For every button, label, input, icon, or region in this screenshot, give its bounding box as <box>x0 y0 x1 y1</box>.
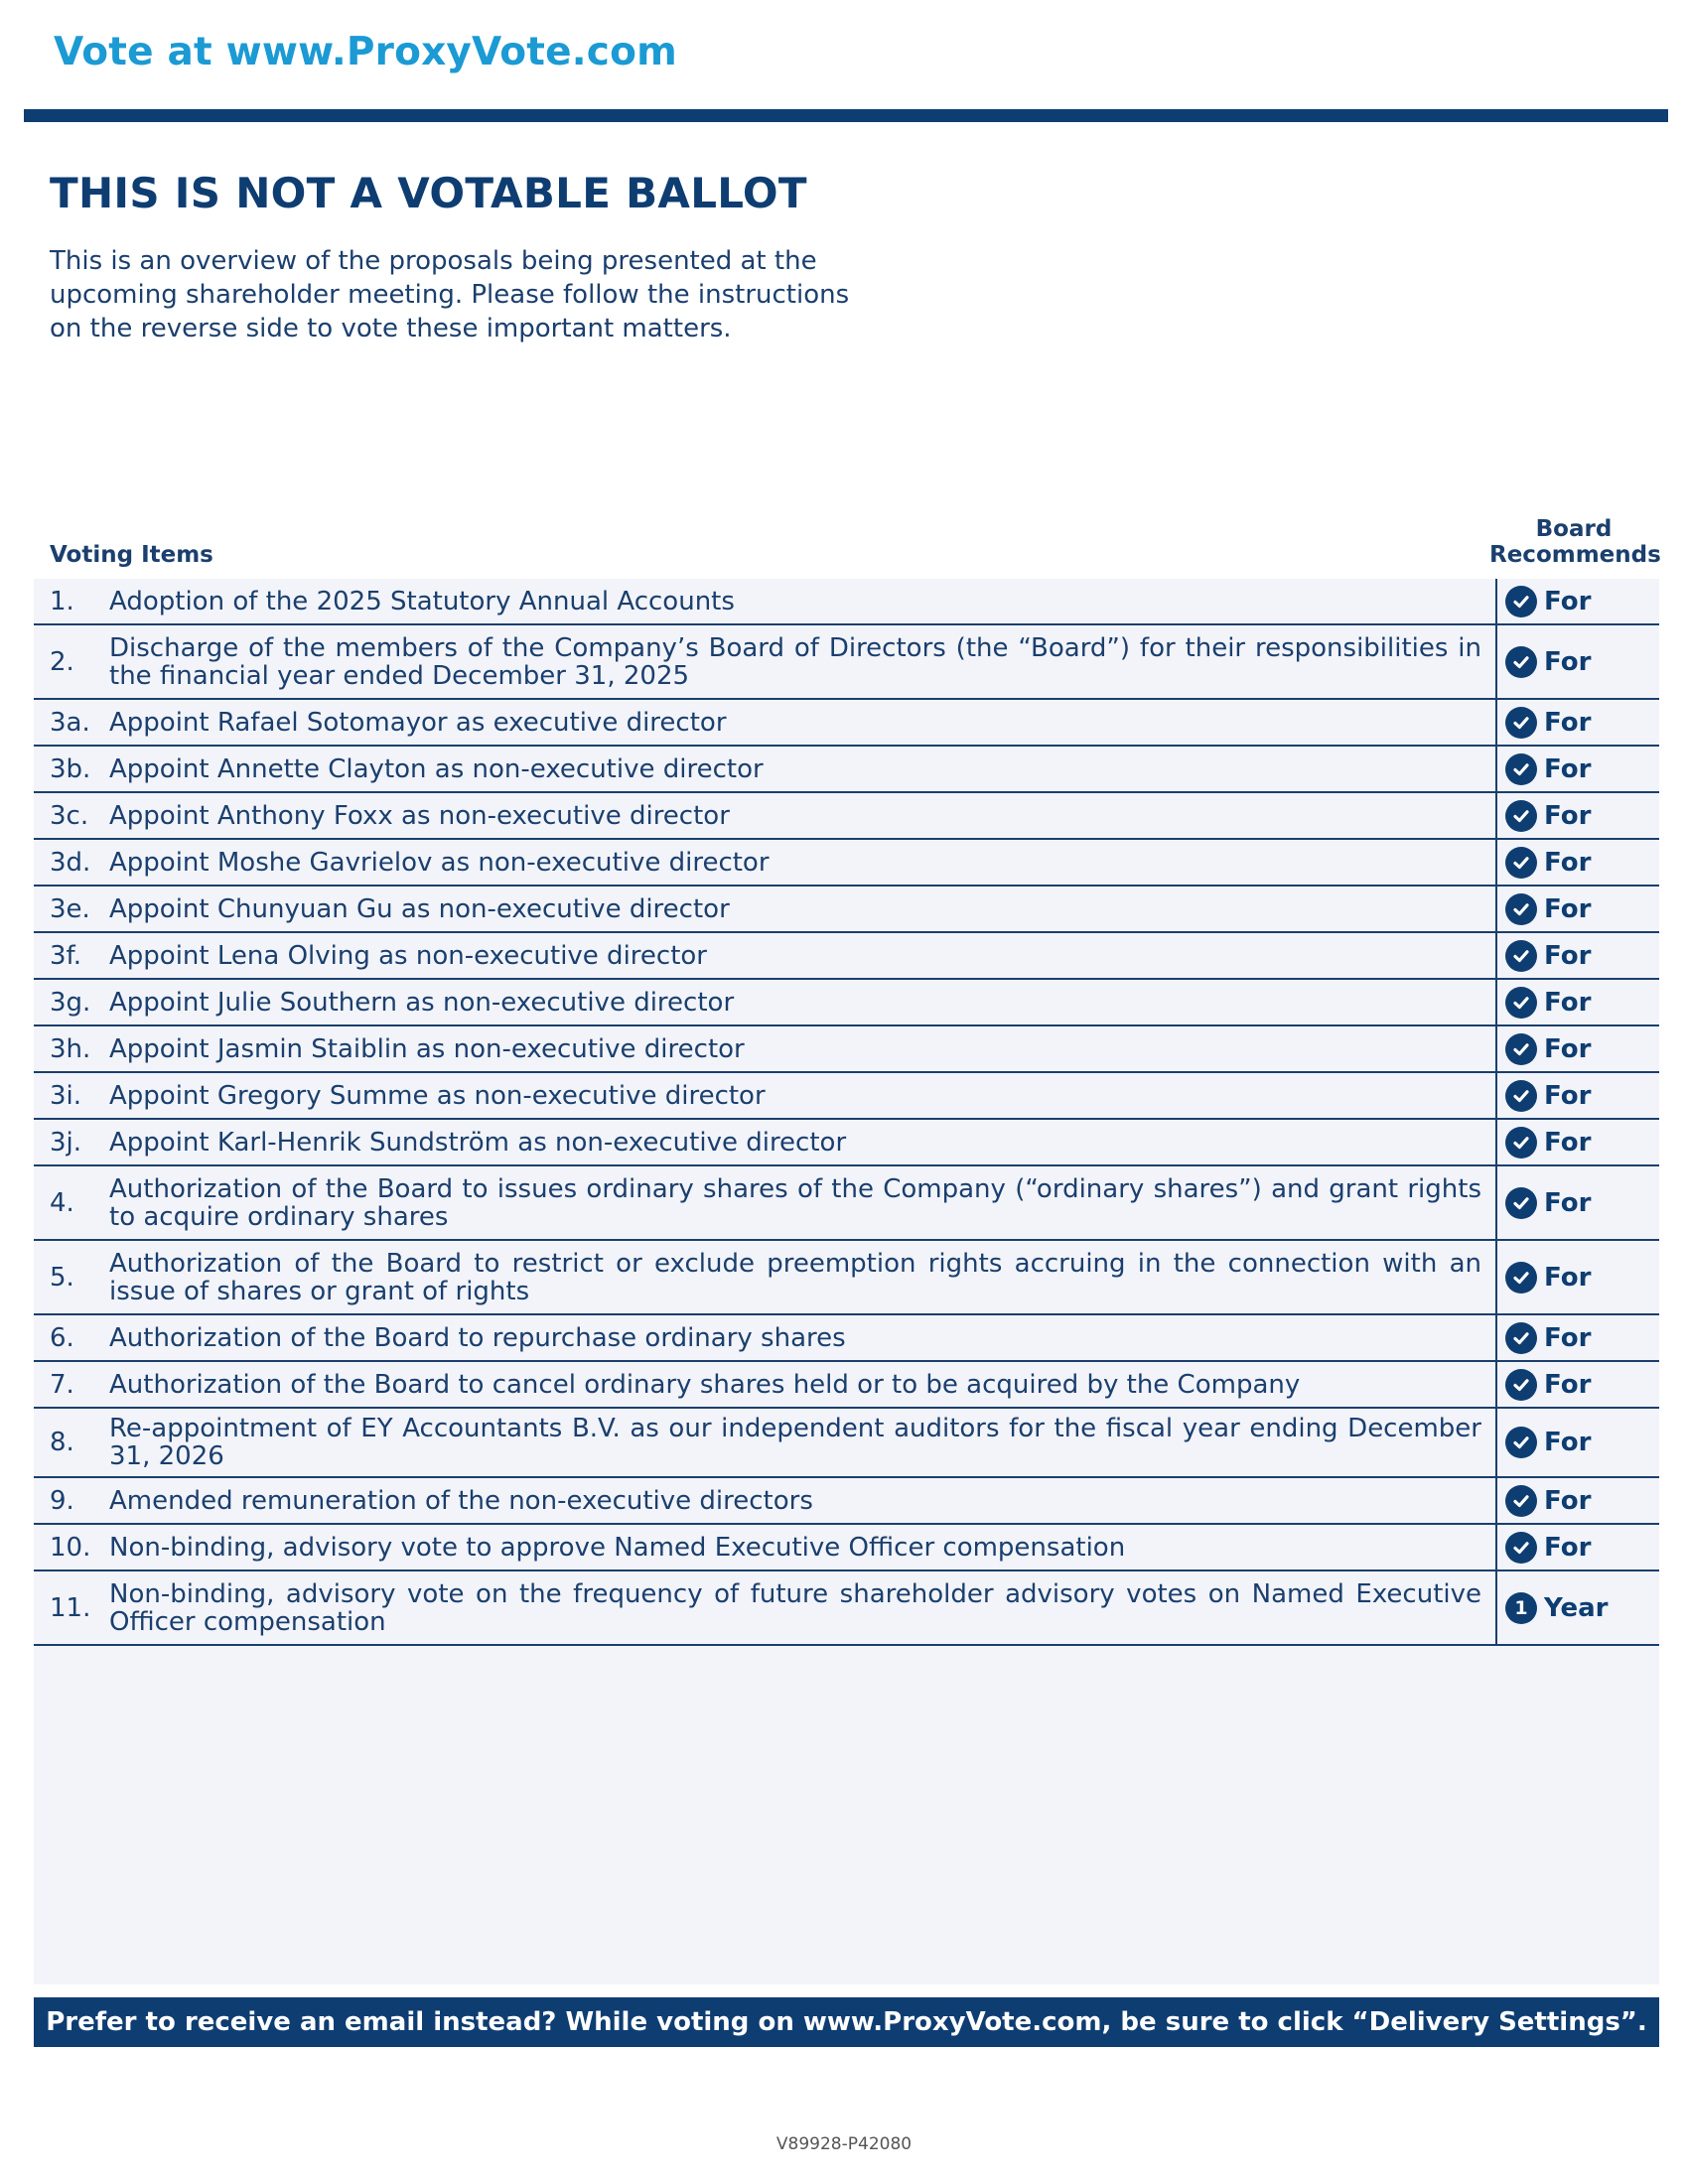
check-icon <box>1505 1080 1537 1112</box>
check-icon <box>1505 1369 1537 1401</box>
job-code: V89928-P42080 <box>775 2134 913 2154</box>
voting-item-row <box>34 1165 1659 1240</box>
recommendation-group <box>1505 1127 1658 1159</box>
voting-item-row <box>34 839 1659 886</box>
check-icon <box>1505 1033 1537 1065</box>
check-icon <box>1505 707 1537 739</box>
recommendation-label: For <box>1544 987 1592 1018</box>
voting-item-row <box>34 579 1659 624</box>
board-recommendation <box>1496 1570 1659 1645</box>
voting-item-text: Authorization of the Board to cancel ordinary shares held or to be acquired by the Company <box>109 1361 1496 1408</box>
number-one-icon <box>1505 1592 1537 1624</box>
check-icon <box>1505 1485 1537 1517</box>
voting-item-text: Appoint Lena Olving as non-executive director <box>109 932 1496 979</box>
voting-items-table <box>34 579 1659 1646</box>
board-recommendation <box>1496 1025 1659 1072</box>
recommendation-group <box>1505 1033 1658 1065</box>
recommendation-label: For <box>1544 1187 1592 1218</box>
board-recommends-header <box>1489 516 1661 568</box>
check-icon <box>1505 847 1537 879</box>
recommendation-group <box>1505 893 1658 925</box>
voting-item-row <box>34 1408 1659 1477</box>
check-icon <box>1505 1322 1537 1354</box>
voting-item-text: Non-binding, advisory vote on the frequency of future shareholder advisory votes on Named Executive Officer compensation <box>109 1570 1496 1645</box>
voting-item-row <box>34 979 1659 1025</box>
voting-item-number: 3c. <box>34 792 109 839</box>
recommendation-label: Year <box>1544 1592 1609 1623</box>
intro-text: This is an overview of the proposals being presented at the upcoming shareholder meeting. Please follow the instructions on the reverse side to vote these important matters. <box>50 246 850 343</box>
recommendation-label: For <box>1544 1322 1592 1353</box>
recommendation-group <box>1505 1322 1658 1354</box>
voting-item-row <box>34 746 1659 792</box>
voting-item-text: Adoption of the 2025 Statutory Annual Accounts <box>109 579 1496 624</box>
voting-item-text: Non-binding, advisory vote to approve Named Executive Officer compensation <box>109 1524 1496 1570</box>
recommendation-group <box>1505 800 1658 832</box>
voting-item-number: 4. <box>34 1165 109 1240</box>
check-icon <box>1505 987 1537 1019</box>
voting-item-number: 3a. <box>34 699 109 746</box>
recommendation-group <box>1505 1532 1658 1564</box>
voting-item-row <box>34 1072 1659 1119</box>
board-recommendation <box>1496 624 1659 699</box>
recommendation-label: For <box>1544 586 1592 616</box>
voting-item-text: Appoint Annette Clayton as non-executive director <box>109 746 1496 792</box>
recommendation-group <box>1505 753 1658 785</box>
recommendation-group <box>1505 1485 1658 1517</box>
number-one-label: 1 <box>1514 1596 1528 1619</box>
board-recommendation <box>1496 1314 1659 1361</box>
voting-item-text: Amended remuneration of the non-executive directors <box>109 1477 1496 1524</box>
recommendation-group <box>1505 1080 1658 1112</box>
voting-item-number: 9. <box>34 1477 109 1524</box>
check-icon <box>1505 893 1537 925</box>
delivery-settings-text: Prefer to receive an email instead? While voting on www.ProxyVote.com, be sure to click “Delivery Settings”. <box>46 2007 1647 2037</box>
vote-url-heading: Vote at www.ProxyVote.com <box>54 30 677 74</box>
board-recommendation <box>1496 1165 1659 1240</box>
board-recommends-line1: Board <box>1535 516 1613 542</box>
voting-item-text: Authorization of the Board to restrict or exclude preemption rights accruing in the connection with an issue of shares or grant of rights <box>109 1240 1496 1314</box>
recommendation-label: For <box>1544 1262 1592 1293</box>
voting-item-text: Appoint Jasmin Staiblin as non-executive director <box>109 1025 1496 1072</box>
voting-item-number: 1. <box>34 579 109 624</box>
recommendation-group <box>1505 1187 1658 1219</box>
board-recommendation <box>1496 1072 1659 1119</box>
recommendation-group <box>1505 1427 1658 1458</box>
voting-item-number: 3i. <box>34 1072 109 1119</box>
recommendation-group <box>1505 987 1658 1019</box>
voting-item-text: Appoint Chunyuan Gu as non-executive director <box>109 886 1496 932</box>
voting-items-body <box>34 579 1659 1645</box>
board-recommendation <box>1496 979 1659 1025</box>
voting-item-number: 3h. <box>34 1025 109 1072</box>
voting-item-row <box>34 1119 1659 1165</box>
check-icon <box>1505 1262 1537 1294</box>
board-recommends-line2: Recommends <box>1489 542 1661 568</box>
voting-item-row <box>34 1524 1659 1570</box>
recommendation-label: For <box>1544 847 1592 878</box>
voting-item-number: 6. <box>34 1314 109 1361</box>
recommendation-label: For <box>1544 646 1592 677</box>
recommendation-label: For <box>1544 1485 1592 1516</box>
recommendation-label: For <box>1544 1428 1592 1457</box>
board-recommendation <box>1496 839 1659 886</box>
check-icon <box>1505 1127 1537 1159</box>
voting-item-number: 3d. <box>34 839 109 886</box>
recommendation-group <box>1505 707 1658 739</box>
header-divider <box>24 109 1668 122</box>
voting-item-row <box>34 886 1659 932</box>
voting-item-row <box>34 699 1659 746</box>
voting-item-number: 3f. <box>34 932 109 979</box>
recommendation-group <box>1505 1262 1658 1294</box>
board-recommendation <box>1496 1408 1659 1477</box>
voting-item-number: 5. <box>34 1240 109 1314</box>
voting-item-row <box>34 1477 1659 1524</box>
voting-item-text: Authorization of the Board to issues ordinary shares of the Company (“ordinary shares”) and grant rights to acquire ordinary shares <box>109 1165 1496 1240</box>
voting-item-row <box>34 1570 1659 1645</box>
voting-item-row <box>34 1025 1659 1072</box>
delivery-settings-banner <box>34 1997 1659 2047</box>
voting-item-row <box>34 1240 1659 1314</box>
voting-item-row <box>34 792 1659 839</box>
recommendation-label: For <box>1544 800 1592 831</box>
voting-item-row <box>34 1314 1659 1361</box>
check-icon <box>1505 753 1537 785</box>
recommendation-group <box>1505 940 1658 972</box>
recommendation-label: For <box>1544 707 1592 738</box>
check-icon <box>1505 1532 1537 1564</box>
voting-item-text: Authorization of the Board to repurchase ordinary shares <box>109 1314 1496 1361</box>
check-icon <box>1505 646 1537 678</box>
board-recommendation <box>1496 1119 1659 1165</box>
recommendation-group <box>1505 646 1658 678</box>
check-icon <box>1505 1187 1537 1219</box>
board-recommendation <box>1496 746 1659 792</box>
voting-item-number: 8. <box>34 1408 109 1477</box>
voting-item-number: 3j. <box>34 1119 109 1165</box>
recommendation-label: For <box>1544 1369 1592 1400</box>
recommendation-label: For <box>1544 1033 1592 1064</box>
voting-item-text: Appoint Anthony Foxx as non-executive director <box>109 792 1496 839</box>
recommendation-label: For <box>1544 940 1592 971</box>
voting-item-row <box>34 932 1659 979</box>
voting-item-text: Re-appointment of EY Accountants B.V. as our independent auditors for the fiscal year ending December 31, 2026 <box>109 1408 1496 1477</box>
voting-items-header: Voting Items <box>50 542 213 568</box>
page-title: THIS IS NOT A VOTABLE BALLOT <box>50 169 807 217</box>
voting-item-number: 3b. <box>34 746 109 792</box>
recommendation-label: For <box>1544 753 1592 784</box>
check-icon <box>1505 940 1537 972</box>
voting-item-row <box>34 624 1659 699</box>
board-recommendation <box>1496 579 1659 624</box>
board-recommendation <box>1496 886 1659 932</box>
recommendation-group <box>1505 1369 1658 1401</box>
board-recommendation <box>1496 792 1659 839</box>
board-recommendation <box>1496 1361 1659 1408</box>
voting-item-number: 11. <box>34 1570 109 1645</box>
board-recommendation <box>1496 1240 1659 1314</box>
voting-item-text: Appoint Gregory Summe as non-executive director <box>109 1072 1496 1119</box>
check-icon <box>1505 586 1537 617</box>
voting-item-number: 2. <box>34 624 109 699</box>
recommendation-label: For <box>1544 1080 1592 1111</box>
check-icon <box>1505 800 1537 832</box>
voting-item-number: 7. <box>34 1361 109 1408</box>
voting-item-number: 10. <box>34 1524 109 1570</box>
recommendation-group <box>1505 1592 1658 1624</box>
voting-item-number: 3g. <box>34 979 109 1025</box>
voting-item-text: Appoint Julie Southern as non-executive director <box>109 979 1496 1025</box>
voting-item-text: Appoint Rafael Sotomayor as executive director <box>109 699 1496 746</box>
voting-item-number: 3e. <box>34 886 109 932</box>
board-recommendation <box>1496 1524 1659 1570</box>
voting-item-text: Appoint Karl-Henrik Sundström as non-executive director <box>109 1119 1496 1165</box>
board-recommendation <box>1496 932 1659 979</box>
recommendation-group <box>1505 586 1658 617</box>
recommendation-label: For <box>1544 1532 1592 1563</box>
voting-item-text: Discharge of the members of the Company’s Board of Directors (the “Board”) for their responsibilities in the financial year ended December 31, 2025 <box>109 624 1496 699</box>
check-icon <box>1505 1427 1537 1458</box>
voting-item-row <box>34 1361 1659 1408</box>
board-recommendation <box>1496 699 1659 746</box>
recommendation-group <box>1505 847 1658 879</box>
voting-item-text: Appoint Moshe Gavrielov as non-executive director <box>109 839 1496 886</box>
recommendation-label: For <box>1544 1127 1592 1158</box>
board-recommendation <box>1496 1477 1659 1524</box>
recommendation-label: For <box>1544 893 1592 924</box>
